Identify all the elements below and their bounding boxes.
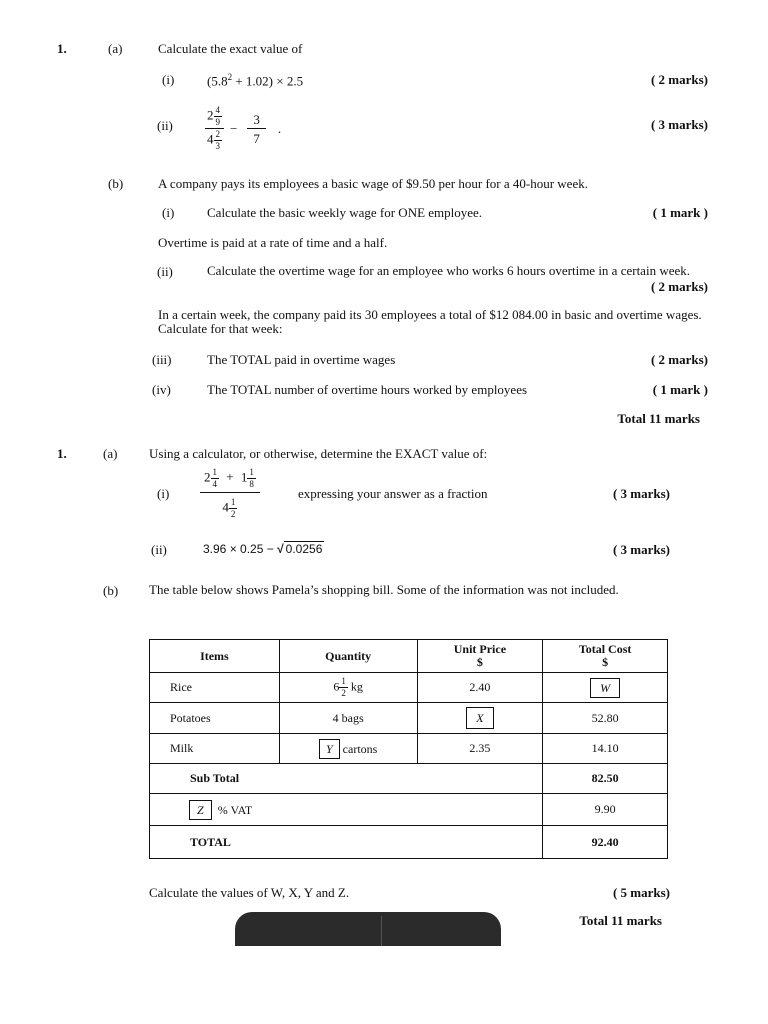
header-unit-price: Unit Price $ [417,640,543,673]
sub-i-expression: 2 $\frac{1}{4}$ + 1 $\frac{1}{8}$ 4 $\frac{1}{2}$ [200,468,260,519]
vat-row [150,794,668,826]
page-toolbar[interactable] [235,912,501,946]
question-total-marks: Total 11 marks [579,913,662,928]
part-b-label: (b) [103,583,119,598]
sub-b-ii-text: Calculate the overtime wage for an employee who works 6 hours overtime in a certain week. [207,263,690,278]
item-unit-price: 2.35 [417,734,543,764]
total-value: 92.40 [543,826,668,859]
shopping-bill-table [149,639,668,859]
sub-b-i-marks: ( 1 mark ) [652,205,708,220]
item-name: Rice [150,673,280,703]
calculate-marks: ( 5 marks) [612,885,670,900]
question-total-marks: Total 11 marks [617,411,700,426]
sub-b-ii-marks: ( 2 marks) [650,279,708,294]
table-row [150,703,668,734]
sub-i-marks: ( 2 marks) [650,72,708,87]
calculate-instruction: Calculate the values of W, X, Y and Z. [149,885,350,900]
table-row [150,673,668,703]
item-total-cost: 52.80 [543,703,668,734]
sub-i-expression: $(5.8^2 + 1.02) \times 2.5$ [207,72,304,89]
item-total-cost: 14.10 [543,734,668,764]
table-row [150,734,668,764]
sub-ii-expression: 2 $\frac{4}{9}$ 4 $\frac{2}{3}$ − $\frac{3}{7}$ . [207,105,282,151]
item-quantity: 4 bags [279,703,417,734]
item-name: Potatoes [150,703,280,734]
part-a-text: Using a calculator, or otherwise, determine the EXACT value of: [149,446,488,461]
sub-ii-label: (ii) [157,118,173,133]
missing-value-box: Z [189,800,212,820]
item-name: Milk [150,734,280,764]
missing-value-box: X [466,707,493,729]
missing-value-box: W [590,678,620,698]
sub-b-iii-marks: ( 2 marks) [650,352,708,367]
sub-ii-expression: 3.96 × 0.25 − √ 0.0256 [203,542,323,556]
sub-ii-marks: ( 3 marks) [650,117,708,132]
question-number: 1. [57,446,67,461]
header-total-cost: Total Cost $ [543,640,668,673]
item-total-cost [543,673,668,703]
sub-b-iii-text: The TOTAL paid in overtime wages [207,352,396,367]
part-b-label: (b) [108,176,124,191]
total-label: TOTAL [150,826,543,859]
missing-value-box: Y [319,739,340,759]
sub-b-i-label: (i) [162,205,175,220]
sub-i-marks: ( 3 marks) [612,486,670,501]
sub-b-iv-label: (iv) [152,382,171,397]
part-a-label: (a) [103,446,118,461]
subtotal-value: 82.50 [543,764,668,794]
sub-b-iv-text: The TOTAL number of overtime hours worked by employees [207,382,528,397]
question-number: 1. [57,41,67,56]
part-a-text: Calculate the exact value of [158,41,303,56]
item-unit-price [417,703,543,734]
toolbar-divider [381,916,382,946]
sub-ii-label: (ii) [151,542,167,557]
item-unit-price: 2.40 [417,673,543,703]
total-row [150,826,668,859]
overtime-note: Overtime is paid at a rate of time and a half. [158,235,388,250]
sub-b-i-text: Calculate the basic weekly wage for ONE employee. [207,205,483,220]
sub-b-iv-marks: ( 1 mark ) [652,382,708,397]
part-b-text: The table below shows Pamela’s shopping bill. Some of the information was not included. [149,582,619,597]
sub-i-instruction: expressing your answer as a fraction [298,486,488,501]
sub-i-label: (i) [162,72,175,87]
part-a-label: (a) [108,41,123,56]
part-b-text: A company pays its employees a basic wage of $9.50 per hour for a 40-hour week. [158,176,588,191]
vat-label: Z % VAT [150,794,543,826]
sub-b-iii-label: (iii) [152,352,172,367]
header-quantity: Quantity [279,640,417,673]
item-quantity: 6 $\frac{1}{2}$ kg [279,673,417,703]
week-context-text: In a certain week, the company paid its 30 employees a total of $12 084.00 in basic and overtime wages. Calculate for that week: [158,307,702,336]
table-header-row [150,640,668,673]
vat-value: 9.90 [543,794,668,826]
sub-b-ii-label: (ii) [157,264,173,279]
square-root-icon: √ [277,542,284,556]
item-quantity: Y cartons [279,734,417,764]
sub-i-label: (i) [157,486,170,501]
subtotal-row [150,764,668,794]
subtotal-label: Sub Total [150,764,543,794]
sub-ii-marks: ( 3 marks) [612,542,670,557]
header-items: Items [150,640,280,673]
